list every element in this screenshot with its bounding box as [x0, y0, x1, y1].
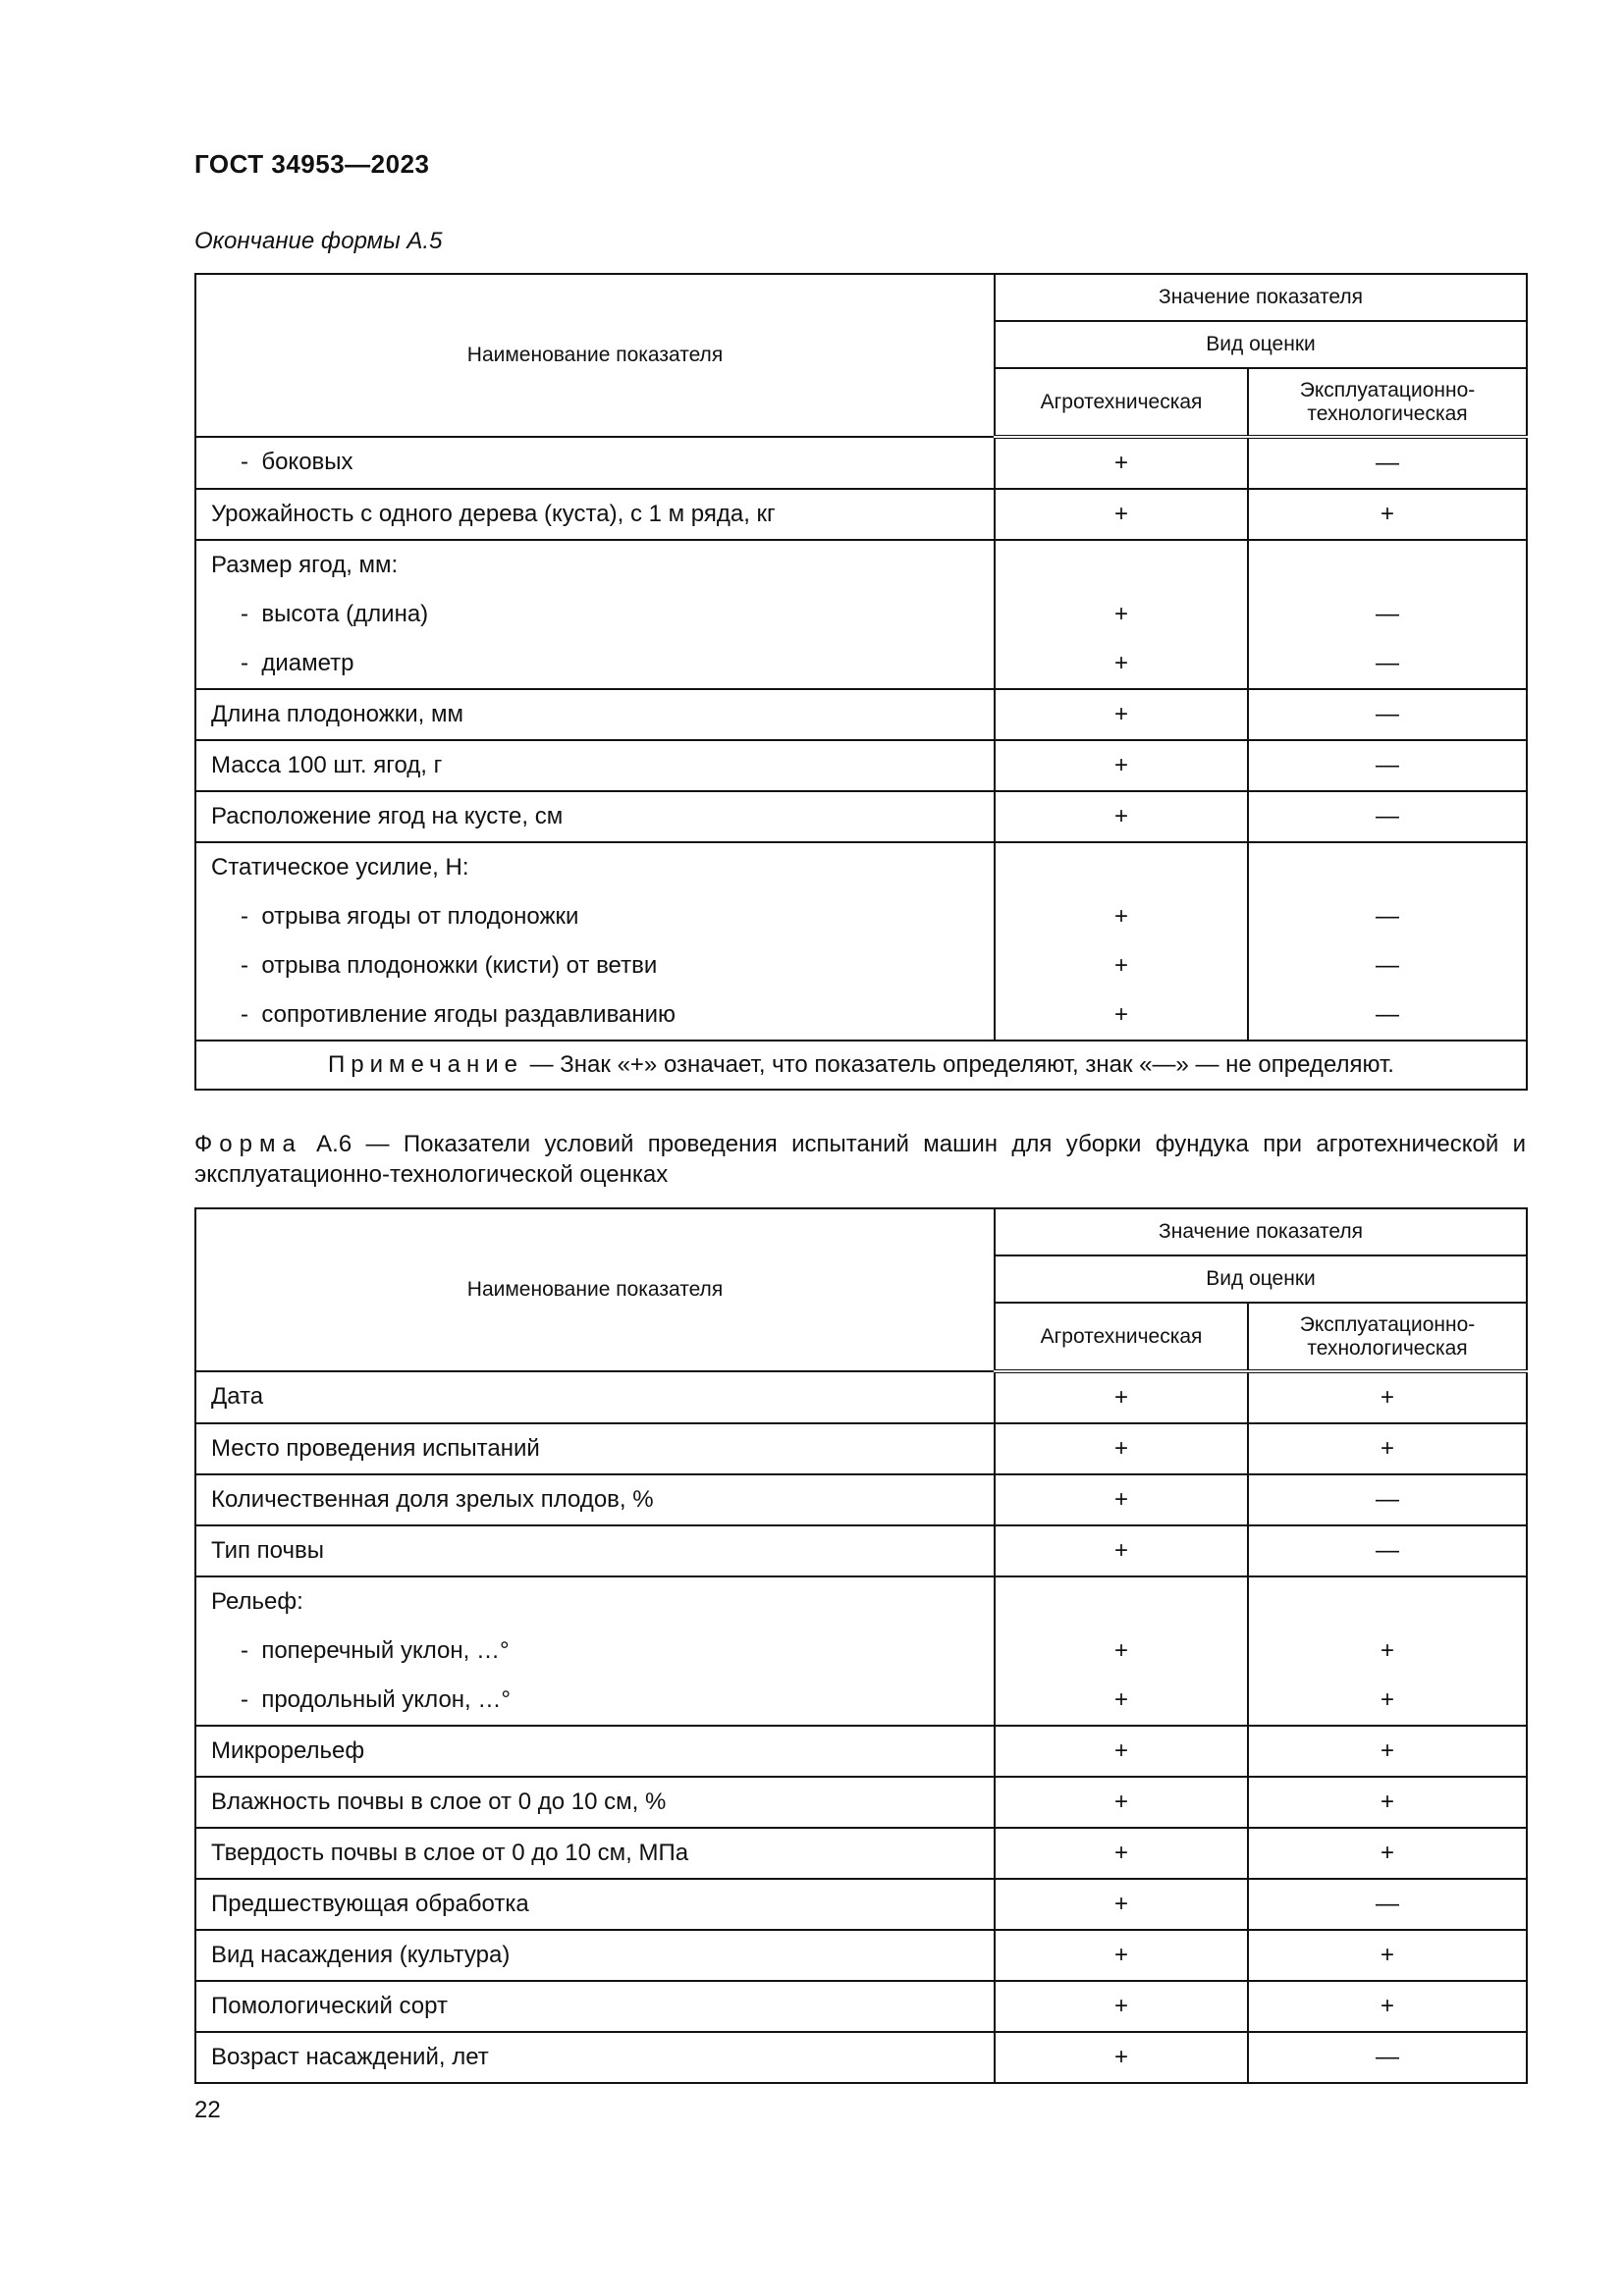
agro-mark-cell — [995, 540, 1248, 689]
expl-mark-cell — [1248, 1981, 1527, 2032]
expl-mark-cell — [1248, 437, 1527, 489]
indicator-name-cell — [195, 1981, 995, 2032]
indicator-name: Урожайность с одного дерева (куста), с 1 м ряда, кг — [211, 501, 776, 527]
header-value-group: Значение показателя — [995, 274, 1527, 321]
table-row — [195, 2032, 1527, 2083]
table-row — [195, 437, 1527, 489]
expl-mark: + — [1380, 1993, 1395, 2019]
expl-mark-cell — [1248, 1777, 1527, 1828]
agro-mark: + — [1113, 701, 1128, 727]
expl-mark-cell — [1248, 1423, 1527, 1474]
header-agro-column: Агротехническая — [995, 1303, 1248, 1371]
expl-mark-cell — [1248, 689, 1527, 740]
indicator-name-cell — [195, 1576, 995, 1726]
expl-mark-cell — [1248, 740, 1527, 791]
indicator-name-cell — [195, 689, 995, 740]
agro-mark — [996, 541, 1247, 590]
agro-mark-cell — [995, 740, 1248, 791]
agro-mark-cell — [995, 489, 1248, 540]
table1-body — [195, 437, 1527, 1041]
table-row — [195, 1371, 1527, 1423]
header-name-column: Наименование показателя — [195, 1208, 995, 1371]
expl-mark: — — [1376, 1891, 1399, 1917]
header-expl-column — [1248, 368, 1527, 437]
agro-mark: + — [1113, 952, 1128, 979]
indicator-name-cell — [195, 740, 995, 791]
expl-mark-cell — [1248, 791, 1527, 842]
agro-mark — [996, 1577, 1247, 1627]
agro-mark: + — [1113, 1686, 1128, 1713]
expl-mark — [1249, 541, 1526, 590]
indicator-name: Тип почвы — [211, 1537, 324, 1564]
agro-mark: + — [1113, 1789, 1128, 1815]
table-row — [195, 1828, 1527, 1879]
indicator-name-cell — [195, 1474, 995, 1525]
expl-mark-cell — [1248, 489, 1527, 540]
indicator-name: - боковых — [241, 449, 353, 475]
table-row — [195, 489, 1527, 540]
header-value-group: Значение показателя — [995, 1208, 1527, 1255]
expl-mark: + — [1380, 1637, 1395, 1664]
expl-mark: — — [1376, 1486, 1399, 1513]
expl-mark-cell — [1248, 1525, 1527, 1576]
table2-body — [195, 1371, 1527, 2083]
indicator-name: Масса 100 шт. ягод, г — [211, 752, 443, 778]
table-row — [195, 1525, 1527, 1576]
indicator-name: Место проведения испытаний — [211, 1435, 540, 1462]
agro-mark-cell — [995, 1474, 1248, 1525]
agro-mark: + — [1113, 1993, 1128, 2019]
expl-mark-cell — [1248, 1930, 1527, 1981]
agro-mark-cell — [995, 1525, 1248, 1576]
expl-mark: — — [1376, 803, 1399, 829]
agro-mark-cell — [995, 2032, 1248, 2083]
header-expl-line1: Эксплуатационно- — [1299, 1312, 1476, 1336]
agro-mark-cell — [995, 437, 1248, 489]
agro-mark: + — [1113, 803, 1128, 829]
agro-mark-cell — [995, 1777, 1248, 1828]
indicator-name: Предшествующая обработка — [211, 1891, 529, 1917]
header-agro-column: Агротехническая — [995, 368, 1248, 437]
form-caption-label: Форма — [194, 1131, 302, 1157]
table-row — [195, 1777, 1527, 1828]
expl-mark-cell — [1248, 1576, 1527, 1726]
expl-mark: — — [1376, 903, 1399, 930]
indicator-name: - высота (длина) — [241, 601, 429, 627]
form-a6-caption — [194, 1129, 1526, 1190]
agro-mark-cell — [995, 1879, 1248, 1930]
agro-mark: + — [1113, 1384, 1128, 1411]
agro-mark: + — [1113, 1737, 1128, 1764]
expl-mark: + — [1380, 1737, 1395, 1764]
indicator-name-cell — [195, 1777, 995, 1828]
indicator-name: Количественная доля зрелых плодов, % — [211, 1486, 654, 1513]
indicator-name: Помологический сорт — [211, 1993, 448, 2019]
agro-mark-cell — [995, 1930, 1248, 1981]
form-caption-text: А.6 — Показатели условий проведения испытаний машин для уборки фундука при агротехнической и эксплуатационно-технологической оценках — [194, 1131, 1526, 1188]
indicator-name-cell — [195, 791, 995, 842]
agro-mark: + — [1113, 450, 1128, 476]
expl-mark-cell — [1248, 1371, 1527, 1423]
table-form-a6 — [194, 1207, 1528, 2084]
expl-mark — [1249, 1577, 1526, 1627]
table1-note — [195, 1041, 1527, 1090]
indicator-name: - продольный уклон, …° — [241, 1686, 511, 1713]
agro-mark: + — [1113, 2044, 1128, 2070]
expl-mark-cell — [1248, 1879, 1527, 1930]
indicator-name: - отрыва плодоножки (кисти) от ветви — [241, 952, 658, 979]
agro-mark: + — [1113, 752, 1128, 778]
expl-mark-cell — [1248, 2032, 1527, 2083]
expl-mark: — — [1376, 752, 1399, 778]
agro-mark-cell — [995, 1423, 1248, 1474]
expl-mark-cell — [1248, 1474, 1527, 1525]
expl-mark: — — [1376, 952, 1399, 979]
expl-mark: — — [1376, 1537, 1399, 1564]
indicator-name: Твердость почвы в слое от 0 до 10 см, МПа — [211, 1840, 689, 1866]
page-number: 22 — [194, 2097, 221, 2123]
document-code: ГОСТ 34953—2023 — [194, 149, 430, 179]
expl-mark-cell — [1248, 842, 1527, 1041]
table-row — [195, 842, 1527, 1041]
agro-mark: + — [1113, 501, 1128, 527]
indicator-name: Влажность почвы в слое от 0 до 10 см, % — [211, 1789, 667, 1815]
indicator-name-cell — [195, 1879, 995, 1930]
expl-mark: + — [1380, 1840, 1395, 1866]
expl-mark: + — [1380, 501, 1395, 527]
table-row — [195, 540, 1527, 689]
expl-mark: — — [1376, 650, 1399, 676]
table-row — [195, 1930, 1527, 1981]
agro-mark: + — [1113, 1637, 1128, 1664]
note-text: — Знак «+» означает, что показатель определяют, знак «—» — не определяют. — [522, 1051, 1394, 1078]
indicator-name-cell — [195, 540, 995, 689]
indicator-name-cell — [195, 437, 995, 489]
expl-mark — [1249, 843, 1526, 892]
expl-mark-cell — [1248, 1828, 1527, 1879]
agro-mark-cell — [995, 689, 1248, 740]
table-row — [195, 740, 1527, 791]
agro-mark-cell — [995, 1828, 1248, 1879]
header-name-column: Наименование показателя — [195, 274, 995, 437]
expl-mark: + — [1380, 1435, 1395, 1462]
agro-mark-cell — [995, 791, 1248, 842]
table-row — [195, 1981, 1527, 2032]
indicator-name: Дата — [211, 1383, 264, 1410]
indicator-name-cell — [195, 489, 995, 540]
table1-continuation-label: Окончание формы А.5 — [194, 228, 443, 254]
indicator-name-cell — [195, 1726, 995, 1777]
header-expl-column — [1248, 1303, 1527, 1371]
indicator-name: Вид насаждения (культура) — [211, 1942, 511, 1968]
indicator-name-cell — [195, 2032, 995, 2083]
agro-mark: + — [1113, 1486, 1128, 1513]
indicator-name-cell — [195, 1930, 995, 1981]
header-expl-line1: Эксплуатационно- — [1299, 378, 1476, 401]
indicator-name: Расположение ягод на кусте, см — [211, 803, 564, 829]
table-form-a5 — [194, 273, 1528, 1091]
header-expl-line2: технологическая — [1307, 401, 1468, 425]
agro-mark — [996, 843, 1247, 892]
expl-mark: + — [1380, 1686, 1395, 1713]
indicator-name: Длина плодоножки, мм — [211, 701, 464, 727]
table-row — [195, 1474, 1527, 1525]
agro-mark: + — [1113, 1435, 1128, 1462]
header-expl-line2: технологическая — [1307, 1336, 1468, 1360]
indicator-name: - отрыва ягоды от плодоножки — [241, 903, 579, 930]
indicator-name-cell — [195, 842, 995, 1041]
agro-mark: + — [1113, 601, 1128, 627]
expl-mark: — — [1376, 601, 1399, 627]
expl-mark: + — [1380, 1789, 1395, 1815]
indicator-name: - сопротивление ягоды раздавливанию — [241, 1001, 677, 1028]
table-row — [195, 1879, 1527, 1930]
table-row — [195, 791, 1527, 842]
indicator-name: Микрорельеф — [211, 1737, 365, 1764]
table-row — [195, 689, 1527, 740]
indicator-name-cell — [195, 1525, 995, 1576]
indicator-name-cell — [195, 1423, 995, 1474]
expl-mark: — — [1376, 2044, 1399, 2070]
agro-mark-cell — [995, 1726, 1248, 1777]
expl-mark: + — [1380, 1384, 1395, 1411]
agro-mark: + — [1113, 1942, 1128, 1968]
indicator-name-cell — [195, 1371, 995, 1423]
header-eval-group: Вид оценки — [995, 321, 1527, 368]
expl-mark: + — [1380, 1942, 1395, 1968]
expl-mark: — — [1376, 701, 1399, 727]
indicator-name: - диаметр — [241, 650, 354, 676]
agro-mark: + — [1113, 903, 1128, 930]
agro-mark: + — [1113, 1537, 1128, 1564]
expl-mark: — — [1376, 1001, 1399, 1028]
table-row — [195, 1726, 1527, 1777]
agro-mark-cell — [995, 1371, 1248, 1423]
indicator-name: Размер ягод, мм: — [211, 552, 399, 578]
expl-mark-cell — [1248, 540, 1527, 689]
indicator-name: Возраст насаждений, лет — [211, 2044, 489, 2070]
agro-mark-cell — [995, 1981, 1248, 2032]
agro-mark: + — [1113, 1001, 1128, 1028]
agro-mark: + — [1113, 650, 1128, 676]
expl-mark: — — [1376, 450, 1399, 476]
agro-mark-cell — [995, 1576, 1248, 1726]
table-row — [195, 1423, 1527, 1474]
agro-mark: + — [1113, 1840, 1128, 1866]
table-row — [195, 1576, 1527, 1726]
agro-mark: + — [1113, 1891, 1128, 1917]
indicator-name: Рельеф: — [211, 1588, 303, 1615]
indicator-name: Статическое усилие, Н: — [211, 854, 469, 881]
expl-mark-cell — [1248, 1726, 1527, 1777]
indicator-name: - поперечный уклон, …° — [241, 1637, 510, 1664]
header-eval-group: Вид оценки — [995, 1255, 1527, 1303]
note-label: Примечание — [328, 1051, 523, 1078]
agro-mark-cell — [995, 842, 1248, 1041]
indicator-name-cell — [195, 1828, 995, 1879]
